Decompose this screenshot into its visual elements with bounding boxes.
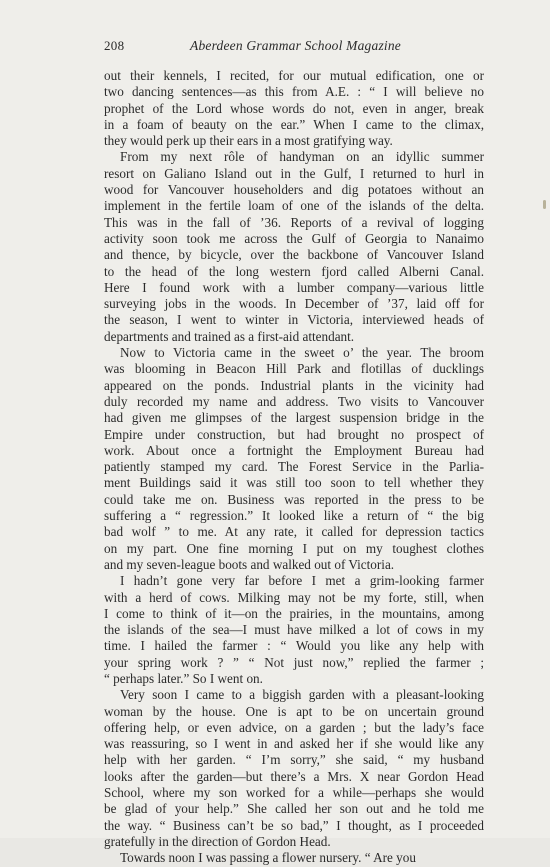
text-line: Very soon I came to a biggish garden with a pleasant-looking [120, 687, 484, 703]
text-line: wood for Vancouver householders and dig potatoes without an [104, 182, 484, 198]
text-line: they would perk up their ears in a most gratifying way. [104, 133, 393, 149]
text-line: “ perhaps later.” So I went on. [104, 670, 263, 686]
text-line: woman by the house. One is apt to be on uncertain ground [104, 703, 484, 719]
running-title: Aberdeen Grammar School Magazine [190, 38, 401, 53]
text-line: offering help, or even advice, on a garden ; but the lady’s face [104, 719, 484, 735]
page-header [104, 38, 486, 58]
text-line: suffering a “ regression.” It looked like a return of “ the big [104, 508, 484, 524]
text-line: School, where my son worked for a while—perhaps she would [104, 785, 484, 801]
text-line: work. About once a fortnight the Employment Bureau had [104, 442, 484, 458]
text-line: departments and trained as a first-aid attendant. [104, 328, 355, 344]
text-line: on my part. One fine morning I put on my toughest clothes [104, 540, 484, 556]
text-line: appeared on the ponds. Industrial plants in the vicinity had [104, 377, 484, 393]
text-line: patiently stamped my card. The Forest Service in the Parlia- [104, 459, 484, 475]
text-line: Towards noon I was passing a flower nursery. “ Are you [120, 850, 416, 866]
text-line: out their kennels, I recited, for our mutual edification, one or [104, 68, 484, 83]
text-line: This was in the fall of ’36. Reports of a revival of logging [104, 214, 484, 230]
text-line: duly recorded my name and address. Two visits to Vancouver [104, 393, 484, 409]
text-line: the islands of the sea—I must have milked a lot of cows in my [104, 622, 484, 638]
text-line: help with her garden. “ I’m sorry,” she said, “ my husband [104, 752, 484, 768]
text-line: From my next rôle of handyman on an idyllic summer [120, 149, 484, 165]
text-line: had given me glimpses of the largest suspension bridge in the [104, 410, 484, 426]
page-number: 208 [104, 38, 125, 53]
text-line: Here I found work with a lumber company—various little [104, 279, 484, 295]
text-line: and thence, by bicycle, over the backbone of Vancouver Island [104, 247, 484, 263]
page-edge-mark [543, 200, 546, 209]
text-line: activity soon took me across the Gulf of Georgia to Nanaimo [104, 230, 484, 246]
text-line: time. I hailed the farmer : “ Would you like any help with [104, 638, 484, 654]
text-line: looks after the garden—but there’s a Mrs. X near Gordon Head [104, 768, 484, 784]
text-line: prophet of the Lord whose words do not, even in anger, break [104, 100, 484, 116]
text-line: was reassuring, so I went in and asked her if she would like any [104, 736, 484, 752]
text-line: in a foam of beauty on the ear.” When I came to the climax, [104, 116, 484, 132]
text-line: and my seven-league boots and walked out of Victoria. [104, 556, 395, 572]
text-line: Now to Victoria came in the sweet o’ the year. The broom [120, 345, 484, 361]
text-line: implement in the fertile loam of one of the islands of the delta. [104, 198, 484, 214]
text-line: resort on Galiano Island out in the Gulf, I returned to hurl in [104, 165, 484, 181]
text-line: two dancing sentences—as this from A.E. : “ I will believe no [104, 84, 484, 100]
text-line: the way. “ Business can’t be so bad,” I thought, as I proceeded [104, 817, 484, 833]
text-line: the season, I went to winter in Victoria, interviewed heads of [104, 312, 484, 328]
text-line: gratefully in the direction of Gordon Head. [104, 833, 331, 849]
text-line: bad wolf ” to me. At any rate, it called for depression tactics [104, 524, 484, 540]
body-text [104, 68, 484, 867]
text-line: I hadn’t gone very far before I met a grim-looking farmer [120, 573, 484, 589]
text-line: surveying jobs in the woods. In December of ’37, laid off for [104, 296, 484, 312]
text-line: could take me on. Business was reported in the press to be [104, 491, 484, 507]
text-line: with a herd of cows. Milking may not be my forte, still, when [104, 589, 484, 605]
text-line: your spring work ? ” “ Not just now,” replied the farmer ; [104, 654, 484, 670]
text-line: was blooming in Beacon Hill Park and flotillas of ducklings [104, 361, 484, 377]
text-line: to the head of the long western fjord called Alberni Canal. [104, 263, 484, 279]
text-line: Empire under construction, but had brought no prospect of [104, 426, 484, 442]
text-line: I come to think of it—on the prairies, in the mountains, among [104, 605, 484, 621]
text-line: be glad of your help.” She called her son out and he told me [104, 801, 484, 817]
text-line: ment Buildings said it was still too soon to tell whether they [104, 475, 484, 491]
